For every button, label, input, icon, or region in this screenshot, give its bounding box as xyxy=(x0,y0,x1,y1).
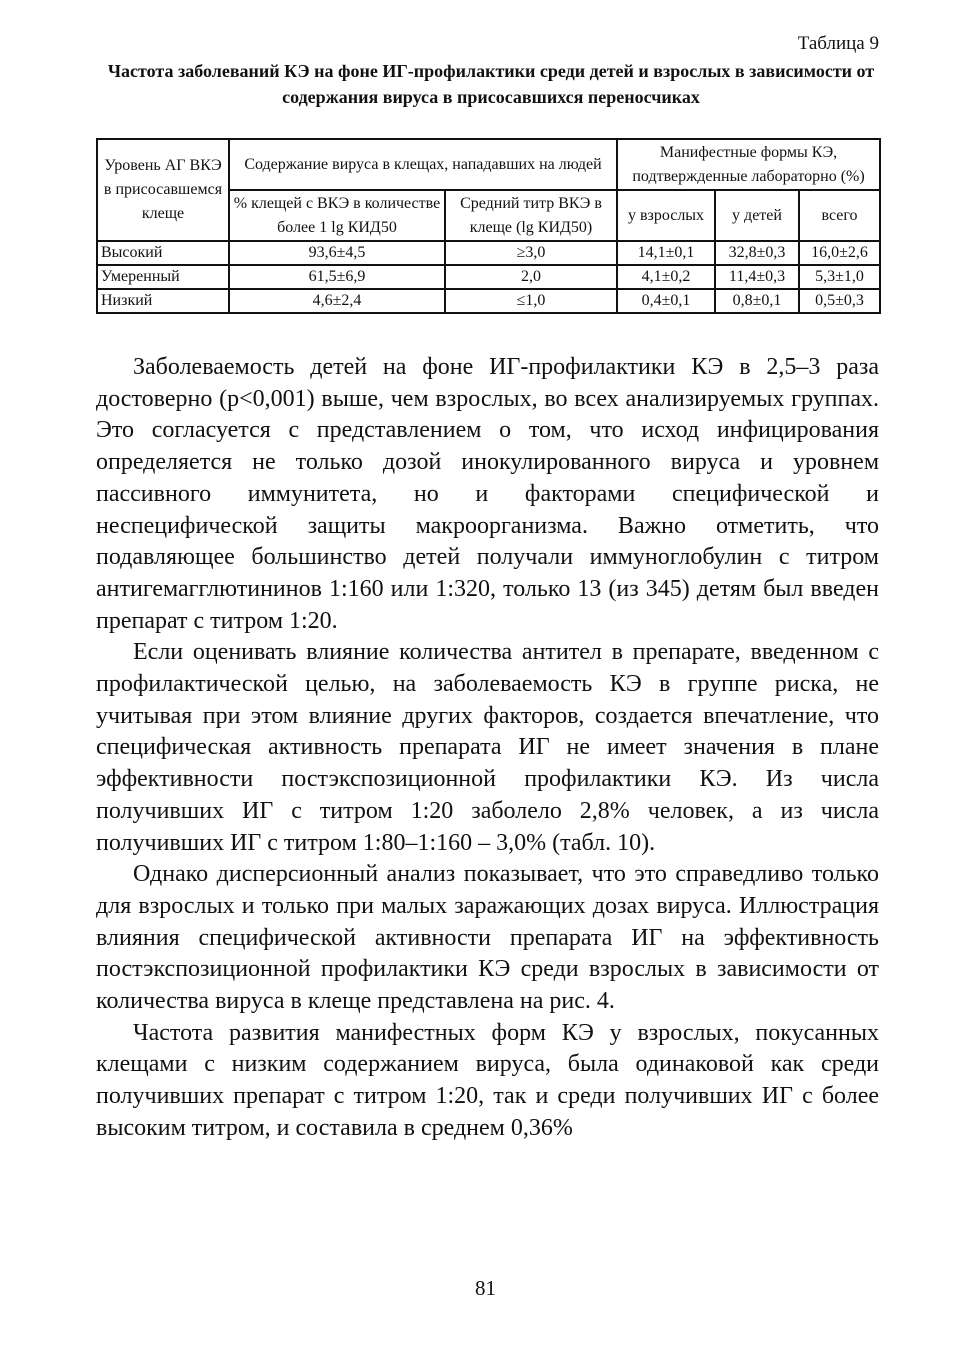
cell-adults: 14,1±0,1 xyxy=(617,241,715,265)
cell-total: 5,3±1,0 xyxy=(799,265,880,289)
header-children: у детей xyxy=(715,190,799,241)
cell-level: Умеренный xyxy=(97,265,229,289)
cell-titer: ≥3,0 xyxy=(445,241,617,265)
header-mean-titer: Средний титр ВКЭ в клеще (lg КИД50) xyxy=(445,190,617,241)
table-number: Таблица 9 xyxy=(797,33,879,54)
header-manifest-group: Манифестные формы КЭ, подтвержденные лабораторно (%) xyxy=(617,139,880,190)
data-table xyxy=(96,138,881,314)
table-row xyxy=(97,241,880,265)
cell-adults: 4,1±0,2 xyxy=(617,265,715,289)
cell-pct: 93,6±4,5 xyxy=(229,241,445,265)
table-title: Частота заболеваний КЭ на фоне ИГ-профилактики среди детей и взрослых в зависимости от содержания вируса в присосавшихся переносчиках xyxy=(107,61,875,107)
header-level: Уровень АГ ВКЭ в присосавшемся клеще xyxy=(97,139,229,241)
page-number: 81 xyxy=(475,1276,496,1300)
paragraph: Если оценивать влияние количества антител в препарате, введенном с профилактической целью, на заболеваемость КЭ в группе риска, не учитывая при этом влияние других факторов, создается впечатление, что специфическая активность препарата ИГ не имеет значения в плане эффективности постэкспозиционной профилактики КЭ. Из числа получивших ИГ с титром 1:20 заболело 2,8% человек, а из числа получивших ИГ с титром 1:80–1:160 – 3,0% (табл. 10). xyxy=(96,639,879,856)
header-pct-ticks: % клещей с ВКЭ в количестве более 1 lg КИД50 xyxy=(229,190,445,241)
header-adults: у взрослых xyxy=(617,190,715,241)
header-total: всего xyxy=(799,190,880,241)
paragraph: Заболеваемость детей на фоне ИГ-профилактики КЭ в 2,5–3 раза достоверно (p<0,001) выше, чем взрослых, во всех анализируемых группах. Это согласуется с представлением о том, что исход инфицирования определяется не только дозой инокулированного вируса и уровнем пассивного иммунитета, но и факторами специфической и неспецифической защиты макроорганизма. Важно отметить, что подавляющее большинство детей получали иммуноглобулин с титром антигемагглютининов 1:160 или 1:320, только 13 (из 345) детям был введен препарат с титром 1:20. xyxy=(96,354,879,634)
header-virus-group: Содержание вируса в клещах, нападавших на людей xyxy=(229,139,617,190)
cell-total: 0,5±0,3 xyxy=(799,289,880,313)
cell-children: 11,4±0,3 xyxy=(715,265,799,289)
cell-pct: 4,6±2,4 xyxy=(229,289,445,313)
cell-level: Низкий xyxy=(97,289,229,313)
table-row xyxy=(97,265,880,289)
cell-titer: ≤1,0 xyxy=(445,289,617,313)
cell-total: 16,0±2,6 xyxy=(799,241,880,265)
cell-adults: 0,4±0,1 xyxy=(617,289,715,313)
cell-pct: 61,5±6,9 xyxy=(229,265,445,289)
paragraph: Однако дисперсионный анализ показывает, что это справедливо только для взрослых и только при малых заражающих дозах вируса. Иллюстрация влияния специфической активности препарата ИГ на эффективность постэкспозиционной профилактики КЭ среди взрослых в зависимости от количества вируса в клеще представлена на рис. 4. xyxy=(96,861,879,1015)
table-row xyxy=(97,289,880,313)
cell-level: Высокий xyxy=(97,241,229,265)
cell-titer: 2,0 xyxy=(445,265,617,289)
paragraph: Частота развития манифестных форм КЭ у взрослых, покусанных клещами с низким содержанием вируса, была одинаковой как среди получивших препарат с титром 1:20, так и среди получивших ИГ с более высоким титром, и составила в среднем 0,36% xyxy=(96,1019,879,1141)
body-text xyxy=(96,352,879,1145)
cell-children: 0,8±0,1 xyxy=(715,289,799,313)
cell-children: 32,8±0,3 xyxy=(715,241,799,265)
